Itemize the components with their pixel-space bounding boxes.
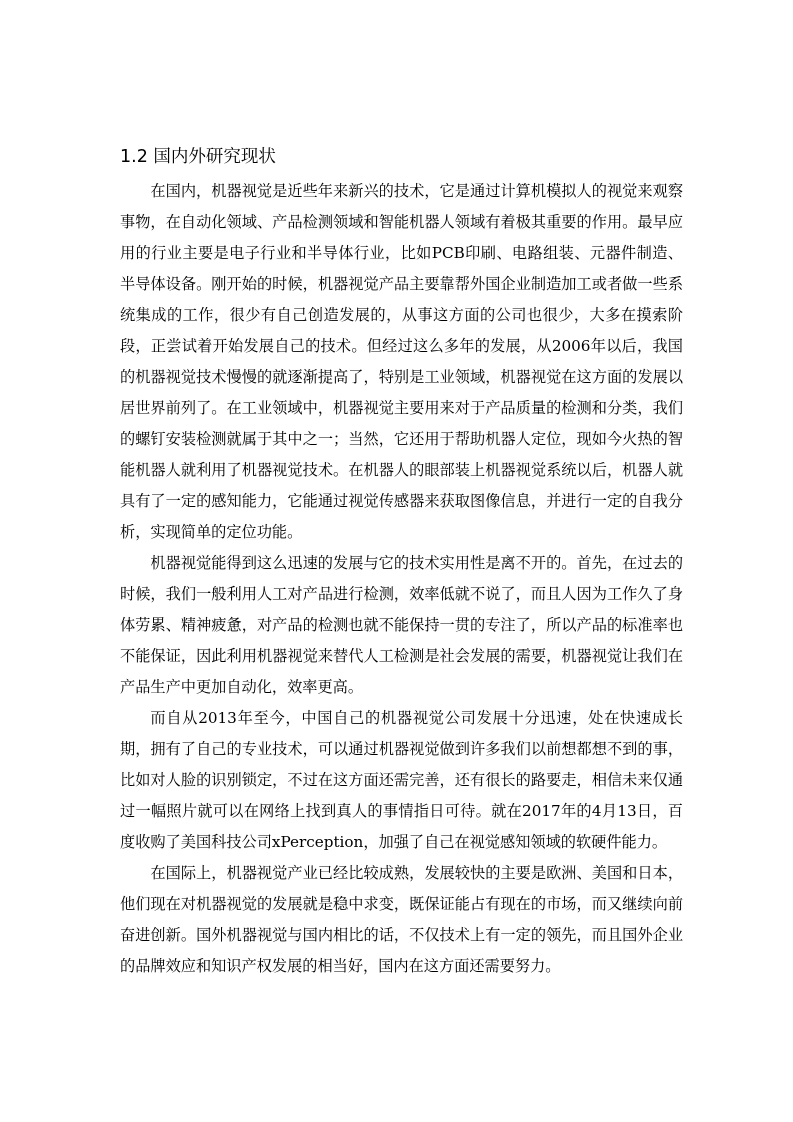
page-content <box>120 143 683 982</box>
paragraph-domestic-research: 在国内，机器视觉是近些年来新兴的技术，它是通过计算机模拟人的视觉来观察事物，在自动化领域、产品检测领域和智能机器人领域有着极其重要的作用。最早应用的行业主要是电子行业和半导体行业，比如PCB印刷、电路组装、元器件制造、半导体设备。刚开始的时候，机器视觉产品主要靠帮外国企业制造加工或者做一些系统集成的工作，很少有自己创造发展的，从事这方面的公司也很少，大多在摸索阶段，正尝试着开始发展自己的技术。但经过这么多年的发展，从2006年以后，我国的机器视觉技术慢慢的就逐渐提高了，特别是工业领域，机器视觉在这方面的发展以居世界前列了。在工业领域中，机器视觉主要用来对于产品质量的检测和分类，我们的螺钉安装检测就属于其中之一；当然，它还用于帮助机器人定位，现如今火热的智能机器人就利用了机器视觉技术。在机器人的眼部装上机器视觉系统以后，机器人就具有了一定的感知能力，它能通过视觉传感器来获取图像信息，并进行一定的自我分析，实现简单的定位功能。 <box>120 182 683 541</box>
paragraph-china-companies: 而自从2013年至今，中国自己的机器视觉公司发展十分迅速，处在快速成长期，拥有了自己的专业技术，可以通过机器视觉做到许多我们以前想都想不到的事，比如对人脸的识别锁定，不过在这方面还需完善，还有很长的路要走，相信未来仅通过一幅照片就可以在网络上找到真人的事情指日可待。就在2017年的4月13日，百度收购了美国科技公司xPerception，加强了自己在视觉感知领域的软硬件能力。 <box>120 709 683 851</box>
section-heading: 1.2 国内外研究现状 <box>120 147 276 167</box>
paragraph-development-reasons: 机器视觉能得到这么迅速的发展与它的技术实用性是离不开的。首先，在过去的时候，我们一般利用人工对产品进行检测，效率低就不说了，而且人因为工作久了身体劳累、精神疲惫，对产品的检测也就不能保持一贯的专注了，所以产品的标准率也不能保证，因此利用机器视觉来替代人工检测是社会发展的需要，机器视觉让我们在产品生产中更加自动化，效率更高。 <box>120 554 683 696</box>
paragraph-international-research: 在国际上，机器视觉产业已经比较成熟，发展较快的主要是欧洲、美国和日本，他们现在对机器视觉的发展就是稳中求变，既保证能占有现在的市场，而又继续向前奋进创新。国外机器视觉与国内相比的话，不仅技术上有一定的领先，而且国外企业的品牌效应和知识产权发展的相当好，国内在这方面还需要努力。 <box>120 864 683 975</box>
